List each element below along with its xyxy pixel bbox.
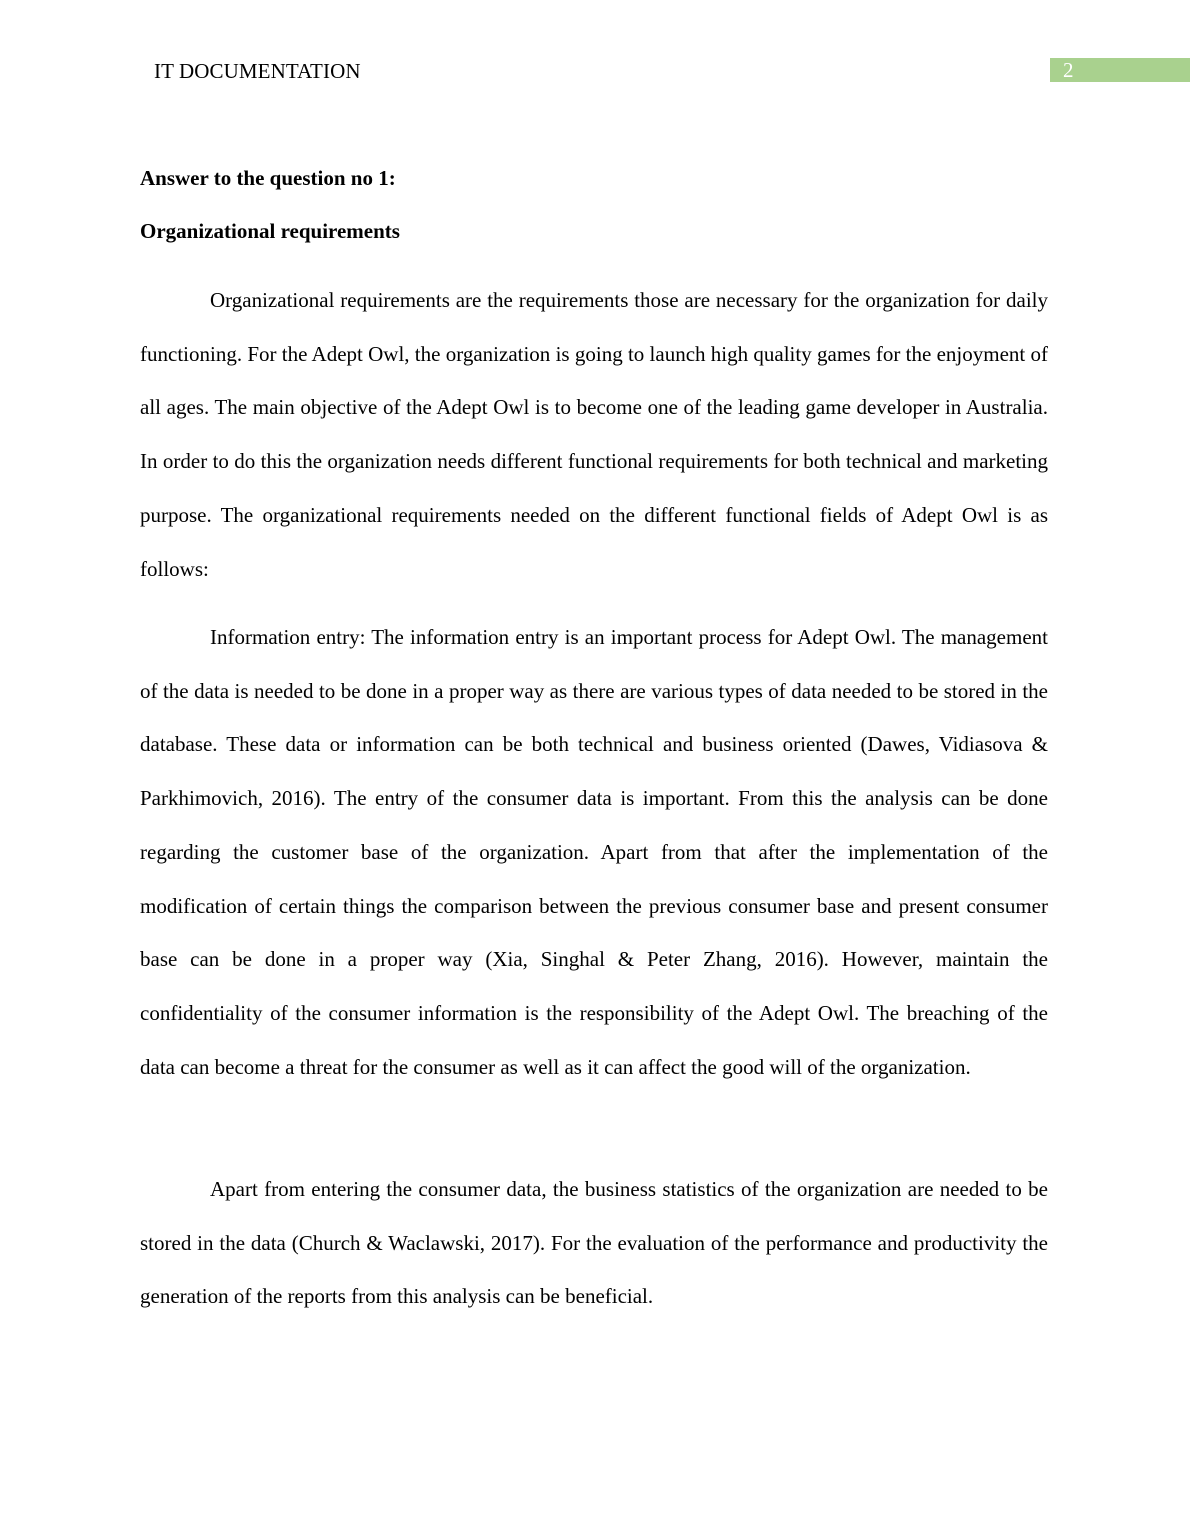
paragraph-organizational-requirements: Organizational requirements are the requirements those are necessary for the organization for daily functioning. For the Adept Owl, the organization is going to launch high quality games for the enjoyment of all ages. The main objective of the Adept Owl is to become one of the leading game developer in Australia. In order to do this the organization needs different functional requirements for both technical and marketing purpose. The organizational requirements needed on the different functional fields of Adept Owl is as follows: <box>140 288 1048 581</box>
paragraph-information-entry: Information entry: The information entry is an important process for Adept Owl. The management of the data is needed to be done in a proper way as there are various types of data needed to be stored in the database. These data or information can be both technical and business oriented (Dawes, Vidiasova & Parkhimovich, 2016). The entry of the consumer data is important. From this the analysis can be done regarding the customer base of the organization. Apart from that after the implementation of the modification of certain things the comparison between the previous consumer base and present consumer base can be done in a proper way (Xia, Singhal & Peter Zhang, 2016). However, maintain the confidentiality of the consumer information is the responsibility of the Adept Owl. The breaching of the data can become a threat for the consumer as well as it can affect the good will of the organization. <box>140 625 1048 1079</box>
subsection-heading: Organizational requirements <box>140 219 400 243</box>
page-number-box <box>1050 58 1190 82</box>
paragraph-business-statistics: Apart from entering the consumer data, the business statistics of the organization are needed to be stored in the data (Church & Waclawski, 2017). For the evaluation of the performance and productivity the generation of the reports from this analysis can be beneficial. <box>140 1177 1048 1309</box>
running-head: IT DOCUMENTATION <box>154 59 361 83</box>
section-heading: Answer to the question no 1: <box>140 166 396 190</box>
page-number: 2 <box>1063 58 1074 82</box>
